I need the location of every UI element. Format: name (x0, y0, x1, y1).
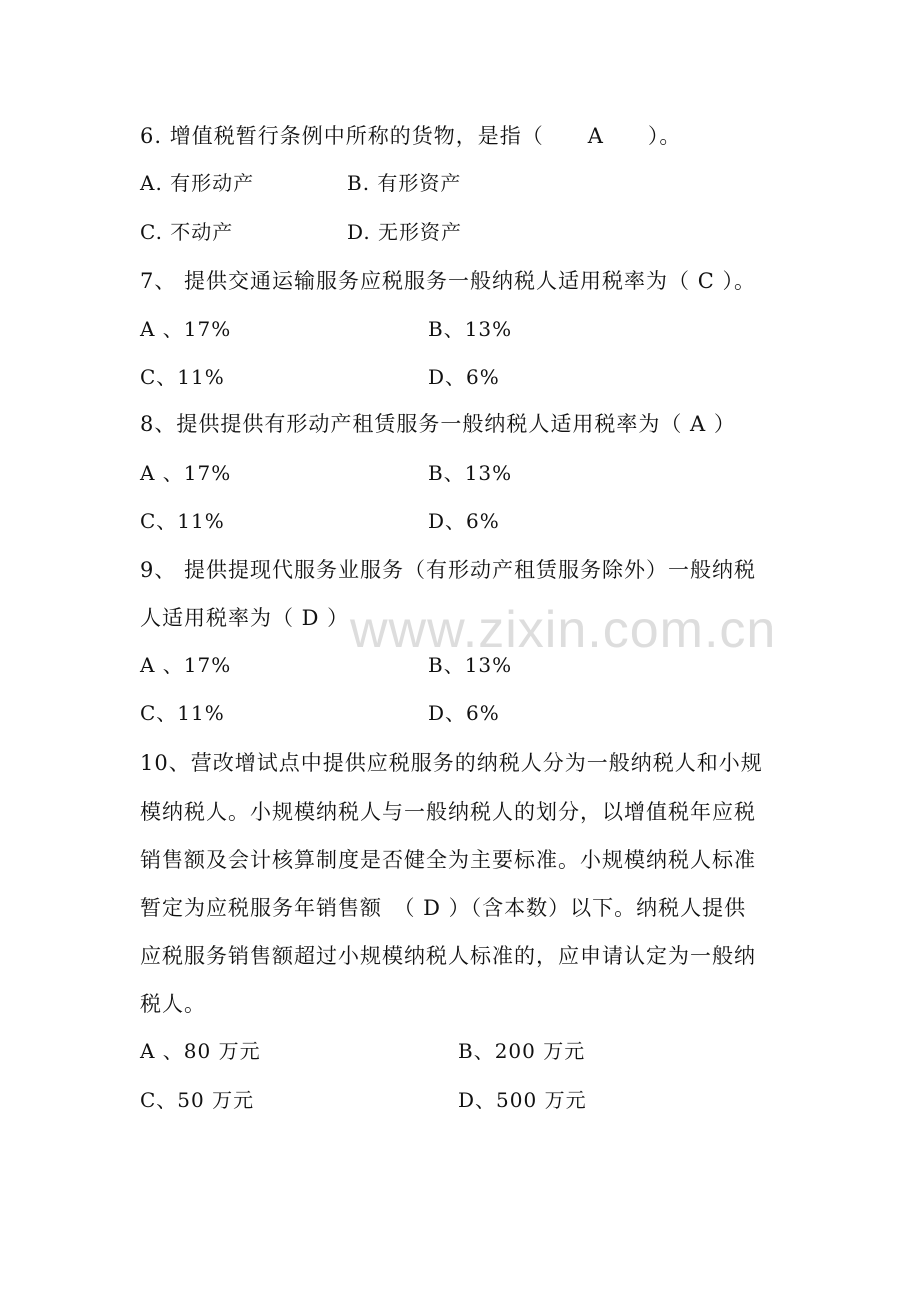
question-7-option-c: C、11% (140, 365, 225, 389)
question-7-option-a: A 、17% (140, 317, 232, 341)
question-8-option-c: C、11% (140, 509, 225, 533)
question-7-option-d: D、6% (428, 365, 500, 389)
question-9-option-c: C、11% (140, 701, 225, 725)
question-6-stem: 6. 增值税暂行条例中所称的货物，是指（ A ）。 (140, 124, 682, 148)
question-9-option-b: B、13% (428, 653, 513, 677)
question-8-option-d: D、6% (428, 509, 500, 533)
question-6-option-d: D. 无形资产 (347, 220, 463, 244)
question-9-option-d: D、6% (428, 701, 500, 725)
question-8-stem: 8、提供提供有形动产租赁服务一般纳税人适用税率为（ A ） (140, 412, 736, 436)
question-8-option-a: A 、17% (140, 461, 232, 485)
question-9-stem-line-1: 9、 提供提现代服务业服务（有形动产租赁服务除外）一般纳税 (140, 558, 757, 582)
question-10-stem-line-4: 暂定为应税服务年销售额 （ D ）（含本数）以下。纳税人提供 (140, 896, 747, 920)
question-6-option-c: C. 不动产 (140, 220, 234, 244)
question-9-stem-line-2: 人适用税率为（ D ） (140, 606, 350, 630)
question-7-option-b: B、13% (428, 317, 513, 341)
question-10-option-d: D、500 万元 (458, 1088, 587, 1112)
question-9-option-a: A 、17% (140, 653, 232, 677)
question-10-stem-line-2: 模纳税人。小规模纳税人与一般纳税人的划分，以增值税年应税 (140, 800, 756, 824)
question-6-option-b: B. 有形资产 (347, 171, 462, 195)
question-6-option-a: A. 有形动产 (140, 171, 255, 195)
question-10-stem-line-6: 税人。 (140, 992, 206, 1016)
question-8-option-b: B、13% (428, 461, 513, 485)
watermark: www.zixin.com.cn (350, 601, 777, 659)
question-7-stem: 7、 提供交通运输服务应税服务一般纳税人适用税率为（ C ）。 (140, 269, 756, 293)
question-10-option-b: B、200 万元 (458, 1039, 586, 1063)
question-10-stem-line-1: 10、营改增试点中提供应税服务的纳税人分为一般纳税人和小规 (140, 751, 763, 775)
question-10-stem-line-3: 销售额及会计核算制度是否健全为主要标准。小规模纳税人标准 (140, 848, 756, 872)
question-10-stem-line-5: 应税服务销售额超过小规模纳税人标准的，应申请认定为一般纳 (140, 944, 756, 968)
question-10-option-a: A 、80 万元 (140, 1039, 261, 1063)
question-10-option-c: C、50 万元 (140, 1088, 255, 1112)
